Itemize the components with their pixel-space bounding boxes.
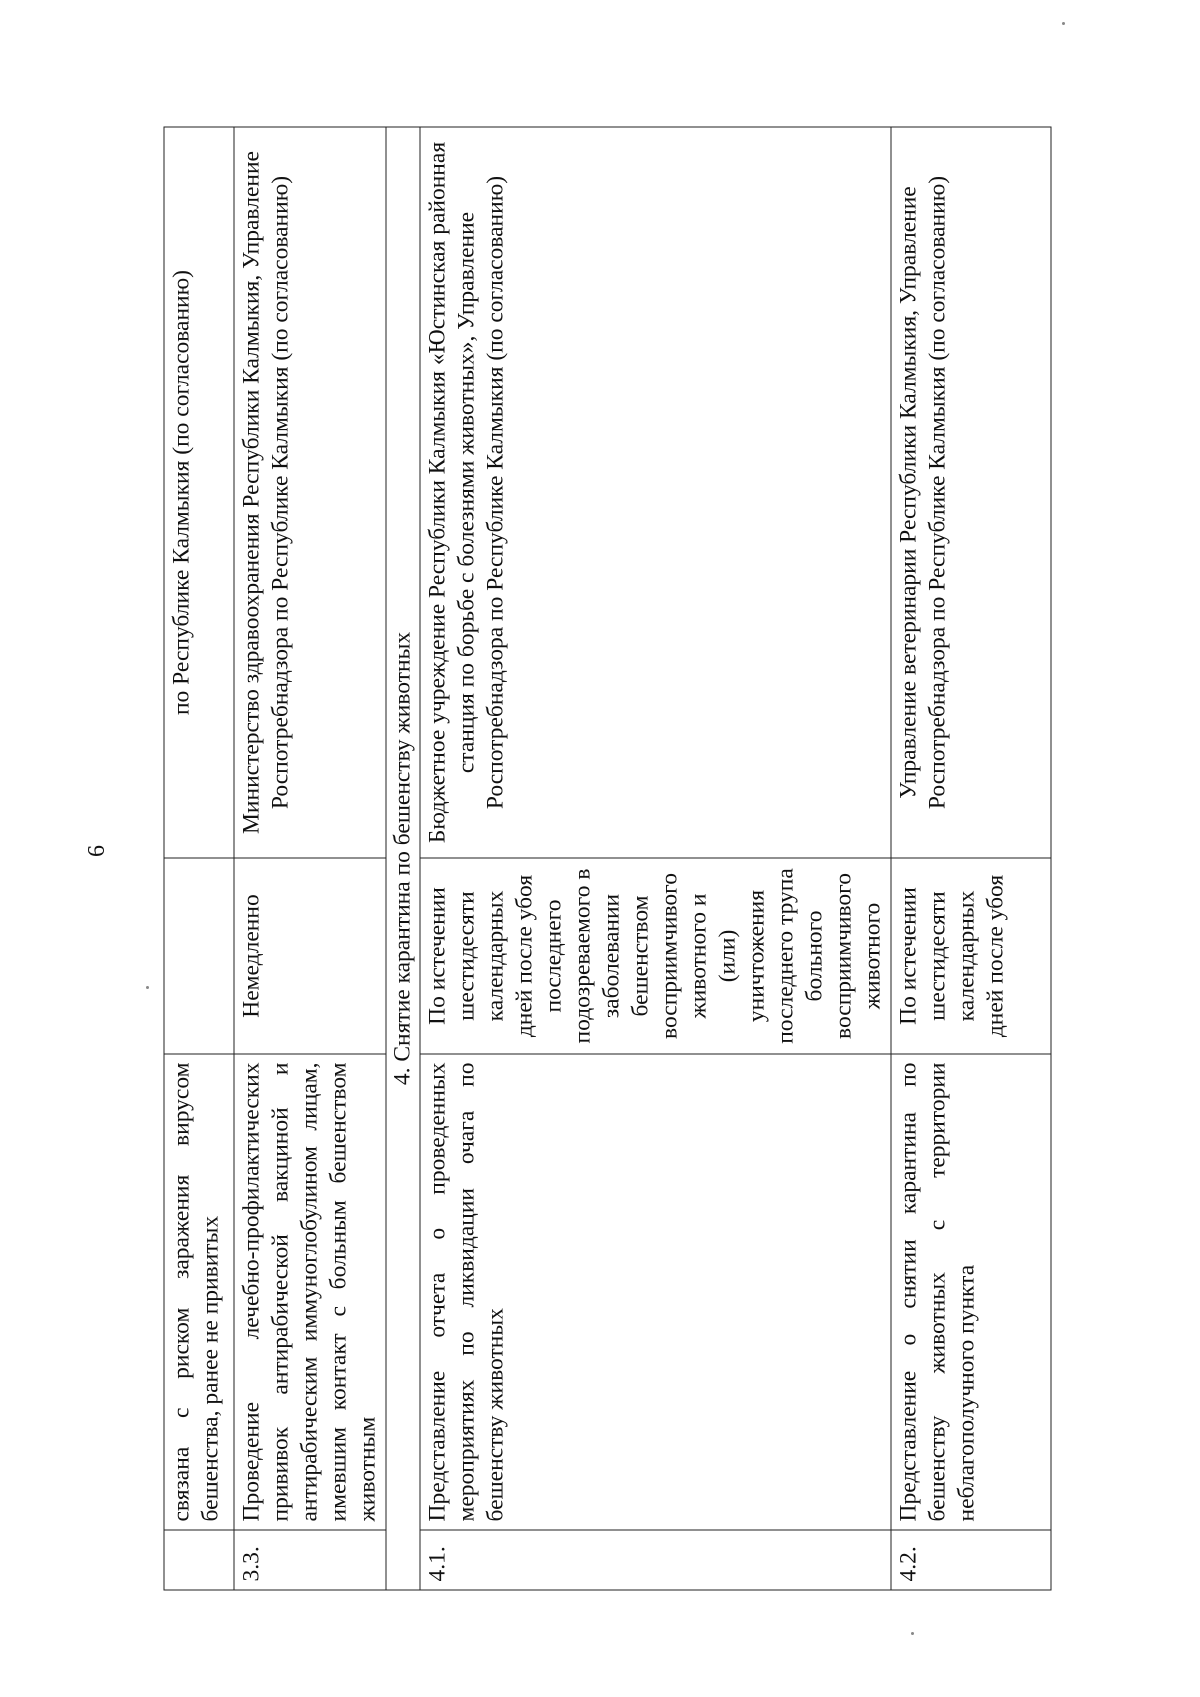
table-row: [234, 127, 386, 1590]
row-number: [164, 1530, 234, 1590]
table-row: [164, 127, 234, 1590]
action-cell: Представление о снятии карантина по бешенству животных с территории неблагополучного пункта: [891, 1054, 1051, 1530]
term-cell: По истечении шестидесяти календарных дней после убоя последнего подозреваемого в заболевании бешенством восприимчивого животного и (или) уничтожения последнего трупа больного восприимчивого животного: [420, 858, 891, 1054]
scan-speck: [911, 1632, 914, 1635]
row-number: 4.2.: [891, 1530, 1051, 1590]
table-row: [420, 127, 891, 1590]
responsible-cell: Управление ветеринарии Республики Калмыкия, Управление Роспотребнадзора по Республике Калмыкия (по согласованию): [891, 127, 1051, 858]
responsible-cell: по Республике Калмыкия (по согласованию): [164, 127, 234, 858]
term-cell: [164, 858, 234, 1054]
action-cell: связана с риском заражения вирусом бешенства, ранее не привитых: [164, 1054, 234, 1530]
action-cell: Представление отчета о проведенных мероприятиях по ликвидации очага по бешенству животных: [420, 1054, 891, 1530]
responsible-cell: Министерство здравоохранения Республики Калмыкия, Управление Роспотребнадзора по Республике Калмыкия (по согласованию): [234, 127, 386, 858]
rotated-page-content: [163, 128, 1067, 1591]
page-number: 6: [84, 845, 110, 857]
measures-table: [163, 127, 1051, 1591]
term-cell: По истечении шестидесяти календарных дней после убоя: [891, 858, 1051, 1054]
action-cell: Проведение лечебно-профилактических прививок антирабической вакциной и антирабическим иммуноглобулином лицам, имевшим контакт с больным бешенством животным: [234, 1054, 386, 1530]
row-number: 3.3.: [234, 1530, 386, 1590]
row-number: 4.1.: [420, 1530, 891, 1590]
term-cell: Немедленно: [234, 858, 386, 1054]
responsible-cell: Бюджетное учреждение Республики Калмыкия «Юстинская районная станция по борьбе с болезнями животных», Управление Роспотребнадзора по Республике Калмыкия (по согласованию): [420, 127, 891, 858]
scan-speck: [146, 986, 149, 989]
section-heading-row: [386, 127, 420, 1590]
scan-speck: [1062, 22, 1065, 25]
section-heading: 4. Снятие карантина по бешенству животных: [386, 127, 420, 1590]
table-row: [891, 127, 1051, 1590]
